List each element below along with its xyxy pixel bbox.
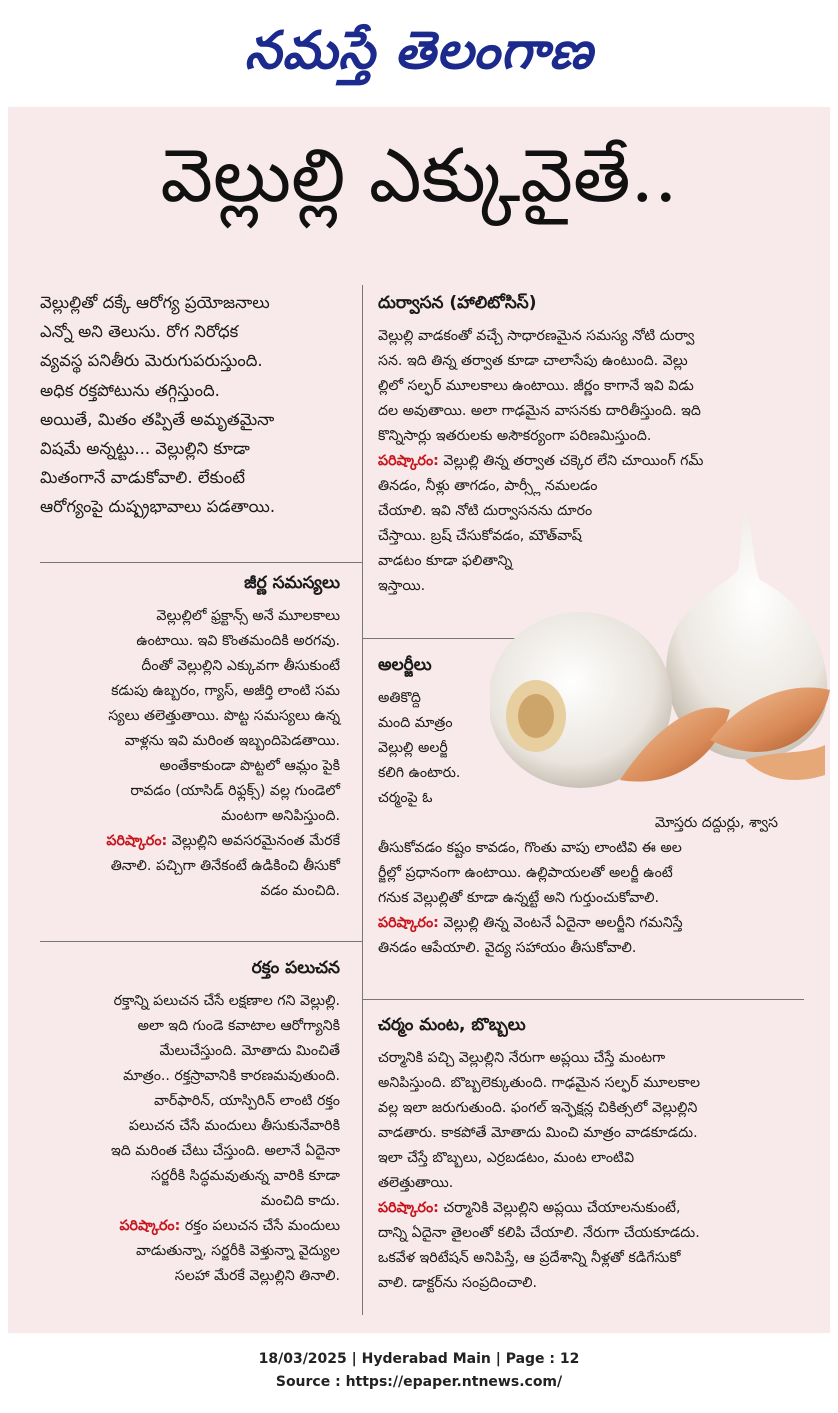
divider-digestion: [40, 941, 362, 942]
solution-line: వాడటం కూడా ఫలితాన్ని: [378, 553, 513, 569]
body-line: కొన్నిసార్లు ఇతరులకు అసౌకర్యంగా పరిణమిస్తుంది.: [378, 428, 652, 444]
body-line: ల్లిలో సల్ఫర్ మూలకాలు ఉంటాయి. జీర్ణం కాగానే ఇవి విడు: [378, 378, 694, 394]
section-title-skin: చర్మం మంట, బొబ్బలు: [378, 1015, 526, 1035]
body-line: మాత్రం.. రక్తస్రావానికి కారణమవుతుంది.: [123, 1068, 340, 1084]
intro-line: అధిక రక్తపోటును తగ్గిస్తుంది.: [40, 380, 220, 400]
section-title-digestion: జీర్ణ సమస్యలు: [244, 573, 340, 593]
solution-line: వడం మంచిది.: [260, 883, 340, 899]
footer-source: Source : https://epaper.ntnews.com/: [275, 1374, 563, 1390]
body-line: సన. ఇది తిన్న తర్వాత కూడా చాలాసేపు ఉంటుంది. వెల్లు: [378, 353, 688, 369]
body-line: చర్మంపై ఓ: [378, 790, 433, 806]
section-allergy: [378, 652, 798, 961]
solution-label: పరిష్కారం:: [378, 1200, 439, 1216]
intro-line: ఆరోగ్యంపై దుష్ప్రభావాలు పడతాయి.: [40, 497, 276, 517]
body-line: అంతేకాకుండా పొట్టలో ఆమ్లం పైకి: [159, 758, 340, 774]
headline: వెల్లుల్లి ఎక్కువైతే..: [160, 133, 678, 219]
footer-date-edition: 18/03/2025 | Hyderabad Main | Page : 12: [258, 1351, 580, 1367]
body-line: వెల్లుల్లి వాడకంతో వచ్చే సాధారణమైన సమస్య నోటి దుర్వా: [378, 328, 695, 344]
divider-intro: [40, 562, 362, 563]
intro-line: ఎన్నో అని తెలుసు. రోగ నిరోధక: [40, 322, 239, 342]
solution-line: తినడం, నీళ్లు తాగడం, పార్స్లీ నమలడం: [378, 478, 598, 494]
body-line: వల్ల ఇలా జరుగుతుంది. ఫంగల్ ఇన్ఫెక్షన్ల చికిత్సలో వెల్లుల్లిని: [378, 1100, 698, 1116]
body-line: అలా ఇది గుండె కవాటాల ఆరోగ్యానికి: [137, 1018, 340, 1034]
body-line: తలెత్తుతాయి.: [378, 1175, 454, 1191]
body-line: తీసుకోవడం కష్టం కావడం, గొంతు వాపు లాంటివి ఈ అల: [378, 840, 682, 856]
body-line: గనుక వెల్లుల్లితో కూడా ఉన్నట్టే అని గుర్తుంచుకోవాలి.: [378, 890, 660, 906]
body-line: మేలుచేస్తుంది. మోతాదు మించితే: [159, 1043, 340, 1059]
intro-line: విషమే అన్నట్టు... వెల్లుల్లిని కూడా: [40, 439, 250, 459]
solution-line: ఇస్తాయి.: [378, 578, 426, 594]
intro-line: వెల్లుల్లితో దక్కే ఆరోగ్య ప్రయోజనాలు: [40, 293, 270, 312]
divider-allergy: [362, 999, 804, 1000]
solution-line: సలహా మేరకే వెల్లుల్లిని తినాలి.: [174, 1268, 340, 1284]
solution-line: వాడుతున్నా, సర్జరీకి వెళ్తున్నా వైద్యుల: [136, 1243, 340, 1259]
body-line: వెల్లుల్లిలో ఫ్రక్టాన్స్ అనే మూలకాలు: [156, 608, 340, 624]
body-line: కలిగి ఉంటారు.: [378, 765, 461, 781]
solution-label: పరిష్కారం:: [106, 833, 168, 849]
section-halitosis: [378, 290, 818, 599]
section-skin: [378, 1012, 818, 1296]
body-line: వార్‌ఫారిన్, యాస్పిరిన్ లాంటి రక్తం: [153, 1093, 340, 1109]
section-blood: [40, 955, 340, 1289]
solution-label: పరిష్కారం:: [119, 1218, 181, 1234]
solution-line: తినడం ఆపేయాలి. వైద్య సహాయం తీసుకోవాలి.: [378, 940, 637, 956]
body-line: దల అవుతాయి. అలా గాఢమైన వాసనకు దారితీస్తుంది. ఇది: [378, 403, 701, 419]
solution-line: పరిష్కారం: వెల్లుల్లి తిన్న వెంటనే ఏదైనా అలర్జీని గమనిస్తే: [378, 915, 683, 931]
body-line: రక్తాన్ని పలుచన చేసే లక్షణాల గని వెల్లుల్లి.: [113, 993, 340, 1009]
intro-line: మితంగానే వాడుకోవాలి. లేకుంటే: [40, 468, 245, 488]
solution-line: పరిష్కారం: వెల్లుల్లి తిన్న తర్వాత చక్కెర లేని చూయింగ్ గమ్: [378, 453, 704, 469]
body-line: వెల్లుల్లి అలర్జీ: [378, 740, 448, 756]
body-line: ర్జీల్లో ప్రధానంగా ఉంటాయి. ఉల్లిపాయలతో అలర్జీ ఉంటే: [378, 865, 673, 881]
body-line: వాళ్లను ఇవి మరింత ఇబ్బందిపెడతాయి.: [124, 733, 340, 749]
body-line: అనిపిస్తుంది. బొబ్బలెక్కుతుంది. గాఢమైన సల్ఫర్ మూలకాల: [378, 1075, 701, 1091]
body-line: పలుచన చేసే మందులు తీసుకునేవారికి: [128, 1118, 340, 1134]
body-line: సర్జరీకి సిద్ధమవుతున్న వారికి కూడా: [150, 1168, 340, 1184]
body-line: ఇలా చేస్తే బొబ్బలు, ఎర్రబడటం, మంట లాంటివి: [378, 1150, 635, 1166]
body-line: ఇది మరింత చేటు చేస్తుంది. అలానే ఏదైనా: [110, 1143, 340, 1159]
solution-line: ఒకవేళ ఇరిటేషన్ అనిపిస్తే, ఆ ప్రదేశాన్ని నీళ్లతో కడిగేసుకో: [378, 1250, 681, 1266]
body-line: కడుపు ఉబ్బరం, గ్యాస్, అజీర్తి లాంటి సమ: [111, 683, 340, 699]
body-line: మంటగా అనిపిస్తుంది.: [221, 808, 340, 824]
section-title-allergy: అలర్జీలు: [378, 655, 432, 675]
solution-label: పరిష్కారం:: [378, 915, 439, 931]
body-line: స్యలు తలెత్తుతాయి. పొట్ట సమస్యలు ఉన్న: [108, 708, 340, 724]
solution-line: చేయాలి. ఇవి నోటి దుర్వాసనను దూరం: [378, 503, 593, 519]
body-line: వాడతారు. కాకపోతే మోతాదు మించి మాత్రం వాడకూడదు.: [378, 1125, 698, 1141]
solution-line: పరిష్కారం: చర్మానికి వెల్లుల్లిని అప్లయి చేయాలనుకుంటే,: [378, 1200, 681, 1216]
intro-text: [40, 288, 366, 522]
body-line: రావడం (యాసిడ్ రిఫ్లక్స్) వల్ల గుండెలో: [130, 783, 340, 799]
intro-line: వ్యవస్థ పనితీరు మెరుగుపరుస్తుంది.: [40, 351, 263, 371]
body-line: ఉంటాయి. ఇవి కొంతమందికి అరగవు.: [136, 633, 340, 649]
body-line: మంచిది కాదు.: [260, 1193, 340, 1209]
section-title-halitosis: దుర్వాసన (హాలిటోసిస్): [378, 293, 537, 313]
solution-line: వాలి. డాక్టర్‌ను సంప్రదించాలి.: [378, 1275, 538, 1291]
section-digestion: [40, 570, 340, 904]
intro-line: అయితే, మితం తప్పితే అమృతమైనా: [40, 409, 275, 429]
section-title-blood: రక్తం పలుచన: [251, 958, 340, 978]
solution-label: పరిష్కారం:: [378, 453, 439, 469]
masthead-logo: నమస్తే తెలంగాణ: [244, 20, 594, 81]
body-line: దీంతో వెల్లుల్లిని ఎక్కువగా తీసుకుంటే: [141, 658, 340, 674]
solution-line: తినాలి. పచ్చిగా తినేకంటే ఉడికించి తీసుకో: [110, 858, 340, 874]
solution-line: పరిష్కారం: వెల్లుల్లిని అవసరమైనంత మేరకే: [106, 833, 340, 849]
body-line: చర్మానికి పచ్చి వెల్లుల్లిని నేరుగా అప్లయి చేస్తే మంటగా: [378, 1050, 666, 1066]
body-line: మోస్తరు దద్దుర్లు, శ్వాస: [654, 815, 778, 831]
solution-line: పరిష్కారం: రక్తం పలుచన చేసే మందులు: [119, 1218, 340, 1234]
solution-line: దాన్ని ఏదైనా తైలంతో కలిపి చేయాలి. నేరుగా చేయకూడదు.: [378, 1225, 700, 1241]
solution-line: చేస్తాయి. బ్రష్ చేసుకోవడం, మౌత్‌వాష్: [378, 528, 582, 544]
body-line: అతికొద్ది: [378, 690, 421, 706]
body-line: మంది మాత్రం: [378, 715, 453, 731]
